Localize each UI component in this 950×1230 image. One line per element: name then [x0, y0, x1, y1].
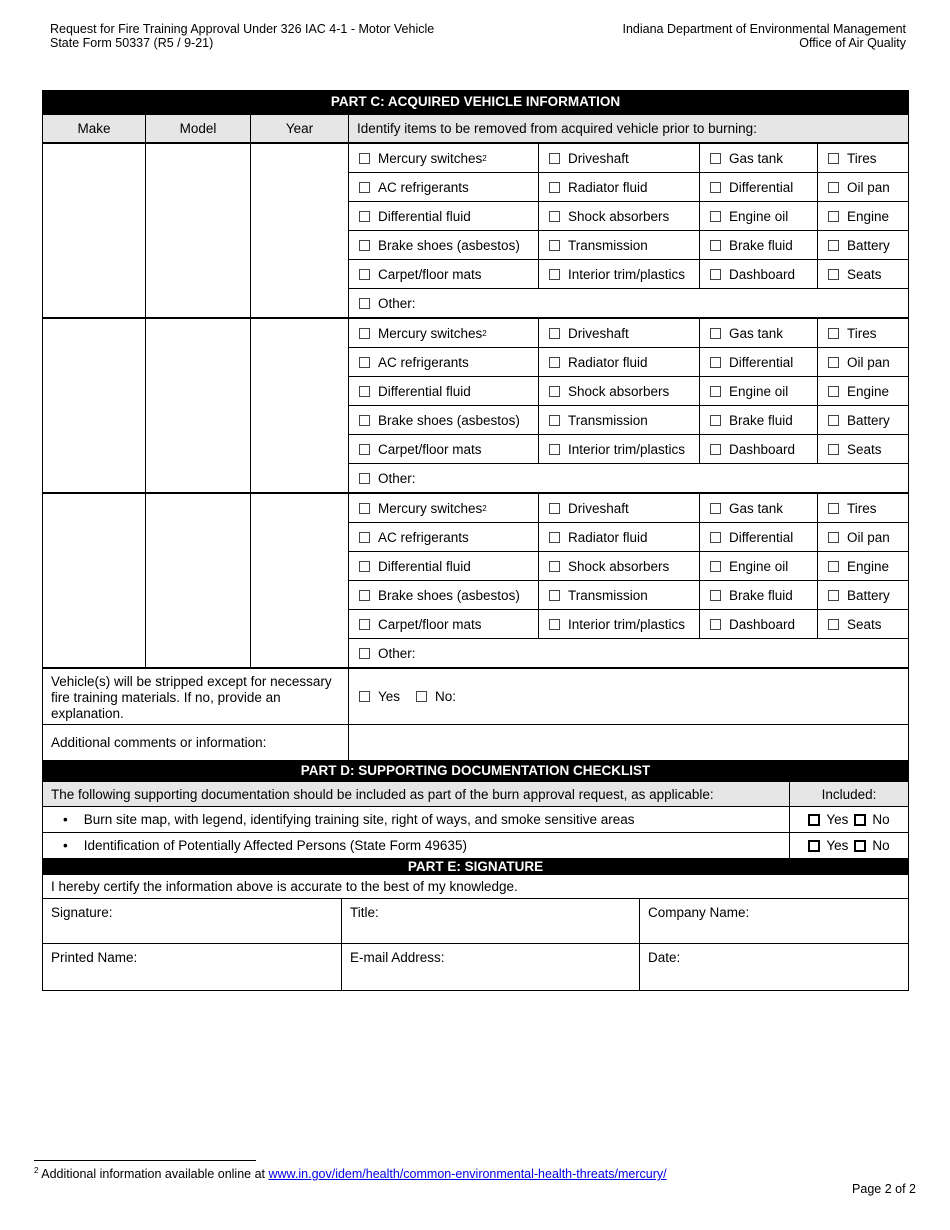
item-option — [699, 319, 817, 347]
item-option — [699, 581, 817, 609]
item-checkbox[interactable] — [710, 532, 721, 543]
footnote-mark: 2 — [34, 1166, 39, 1175]
item-option — [349, 144, 538, 172]
col-make: Make — [43, 115, 146, 142]
other-row — [349, 639, 908, 667]
item-option — [817, 406, 908, 434]
other-row — [349, 464, 908, 492]
part-e-title: PART E: SIGNATURE — [43, 858, 908, 875]
item-label: Dashboard — [729, 266, 796, 282]
item-label: Oil pan — [847, 354, 890, 370]
item-option — [817, 435, 908, 463]
stripped-question: Vehicle(s) will be stripped except for necessary fire training materials. If no, provide an explanation. — [43, 669, 349, 724]
doc-no-label: No — [872, 812, 890, 827]
item-label: Brake fluid — [729, 237, 793, 253]
item-checkbox[interactable] — [549, 182, 560, 193]
item-option — [538, 523, 699, 551]
item-checkbox[interactable] — [549, 211, 560, 222]
doc-yes-label: Yes — [826, 838, 849, 853]
footnote-divider — [34, 1160, 256, 1161]
item-label: Interior trim/plastics — [568, 441, 686, 457]
item-label: Engine — [847, 558, 890, 574]
item-label: Differential — [729, 354, 794, 370]
other-option — [349, 289, 908, 317]
item-label: Engine oil — [729, 558, 789, 574]
item-option — [699, 435, 817, 463]
comments-label: Additional comments or information: — [43, 725, 349, 760]
item-checkbox[interactable] — [549, 561, 560, 572]
col-year: Year — [251, 115, 349, 142]
doc-label: Identification of Potentially Affected Persons (State Form 49635) — [83, 838, 467, 853]
item-checkbox[interactable] — [359, 269, 370, 280]
no-checkbox[interactable] — [416, 691, 427, 702]
item-option — [699, 610, 817, 638]
other-checkbox[interactable] — [359, 648, 370, 659]
item-checkbox[interactable] — [549, 503, 560, 514]
item-checkbox[interactable] — [710, 386, 721, 397]
item-option — [349, 494, 538, 522]
item-label: Mercury switches — [378, 325, 483, 341]
item-option — [817, 173, 908, 201]
other-label: Other: — [378, 470, 416, 486]
items-row — [349, 260, 908, 289]
bullet: • — [63, 838, 68, 853]
item-checkbox[interactable] — [710, 153, 721, 164]
item-label: Brake shoes (asbestos) — [378, 412, 520, 428]
item-option — [349, 348, 538, 376]
item-label: Differential — [729, 179, 794, 195]
item-option — [349, 377, 538, 405]
item-label: Seats — [847, 441, 882, 457]
item-option — [817, 552, 908, 580]
item-option — [538, 377, 699, 405]
item-checkbox[interactable] — [710, 211, 721, 222]
item-option — [699, 406, 817, 434]
item-option — [349, 260, 538, 288]
other-option — [349, 464, 908, 492]
item-label: Carpet/floor mats — [378, 441, 482, 457]
item-checkbox[interactable] — [549, 532, 560, 543]
item-checkbox[interactable] — [710, 269, 721, 280]
item-checkbox[interactable] — [828, 503, 839, 514]
item-option — [817, 319, 908, 347]
other-checkbox[interactable] — [359, 298, 370, 309]
vehicle-group — [43, 319, 908, 494]
email-field[interactable]: E-mail Address: — [341, 944, 639, 990]
item-checkbox[interactable] — [710, 590, 721, 601]
form-title: Request for Fire Training Approval Under 326 IAC 4-1 - Motor Vehicle — [50, 22, 435, 36]
item-checkbox[interactable] — [359, 619, 370, 630]
items-row — [349, 319, 908, 348]
form-table — [42, 90, 909, 991]
items-checklist — [349, 494, 908, 667]
item-checkbox[interactable] — [549, 240, 560, 251]
items-row — [349, 231, 908, 260]
part-d-intro-row — [43, 782, 908, 807]
item-checkbox[interactable] — [710, 444, 721, 455]
item-option — [349, 406, 538, 434]
item-option — [699, 202, 817, 230]
item-label: Transmission — [568, 412, 648, 428]
item-option — [817, 377, 908, 405]
item-option — [538, 348, 699, 376]
item-checkbox[interactable] — [359, 590, 370, 601]
item-label: Brake fluid — [729, 587, 793, 603]
item-checkbox[interactable] — [359, 211, 370, 222]
vehicle-group — [43, 144, 908, 319]
item-option — [817, 231, 908, 259]
item-label: Radiator fluid — [568, 529, 648, 545]
item-label: Tires — [847, 325, 877, 341]
items-row — [349, 406, 908, 435]
item-label: Battery — [847, 412, 890, 428]
item-checkbox[interactable] — [359, 532, 370, 543]
item-label: Battery — [847, 237, 890, 253]
item-label: Radiator fluid — [568, 179, 648, 195]
item-option — [349, 610, 538, 638]
items-row — [349, 581, 908, 610]
item-label: Shock absorbers — [568, 208, 670, 224]
vehicle-group — [43, 494, 908, 669]
item-label: Differential fluid — [378, 558, 471, 574]
item-checkbox[interactable] — [549, 328, 560, 339]
year-field[interactable] — [251, 144, 349, 317]
item-checkbox[interactable] — [710, 619, 721, 630]
item-option — [699, 552, 817, 580]
item-checkbox[interactable] — [549, 590, 560, 601]
item-label: Oil pan — [847, 179, 890, 195]
item-option — [349, 231, 538, 259]
item-label: Gas tank — [729, 150, 784, 166]
item-checkbox[interactable] — [828, 590, 839, 601]
doc-row — [43, 833, 908, 858]
item-checkbox[interactable] — [359, 503, 370, 514]
item-checkbox[interactable] — [710, 328, 721, 339]
header-left — [50, 22, 434, 50]
item-option — [699, 348, 817, 376]
doc-yes-checkbox[interactable] — [808, 840, 820, 852]
item-checkbox[interactable] — [359, 357, 370, 368]
item-option — [538, 581, 699, 609]
doc-no-label: No — [872, 838, 890, 853]
items-checklist — [349, 319, 908, 492]
item-checkbox[interactable] — [710, 561, 721, 572]
part-c-header-row — [43, 114, 908, 144]
item-label: Brake shoes (asbestos) — [378, 237, 520, 253]
other-checkbox[interactable] — [359, 473, 370, 484]
doc-no-checkbox[interactable] — [854, 814, 866, 826]
item-checkbox[interactable] — [549, 357, 560, 368]
item-label: Interior trim/plastics — [568, 616, 686, 632]
item-checkbox[interactable] — [710, 357, 721, 368]
item-checkbox[interactable] — [710, 182, 721, 193]
item-label: Engine — [847, 208, 890, 224]
no-label: No: — [435, 689, 457, 704]
item-checkbox[interactable] — [359, 561, 370, 572]
item-checkbox[interactable] — [710, 240, 721, 251]
item-checkbox[interactable] — [828, 532, 839, 543]
item-option — [817, 523, 908, 551]
items-checklist — [349, 144, 908, 317]
item-checkbox[interactable] — [549, 269, 560, 280]
stripped-row — [43, 669, 908, 725]
item-label: Engine — [847, 383, 890, 399]
company-field[interactable]: Company Name: — [639, 899, 908, 943]
item-option — [349, 523, 538, 551]
items-row — [349, 144, 908, 173]
item-checkbox[interactable] — [710, 415, 721, 426]
item-label: Transmission — [568, 587, 648, 603]
item-option — [538, 260, 699, 288]
items-row — [349, 552, 908, 581]
item-option — [349, 552, 538, 580]
item-checkbox[interactable] — [828, 619, 839, 630]
item-label: Battery — [847, 587, 890, 603]
stripped-answer — [349, 669, 908, 724]
item-label: Transmission — [568, 237, 648, 253]
part-d-title: PART D: SUPPORTING DOCUMENTATION CHECKLIST — [43, 760, 908, 782]
model-field[interactable] — [146, 494, 251, 667]
make-field[interactable] — [43, 144, 146, 317]
item-checkbox[interactable] — [549, 444, 560, 455]
item-checkbox[interactable] — [359, 444, 370, 455]
item-option — [817, 610, 908, 638]
form-number: State Form 50337 (R5 / 9-21) — [50, 36, 214, 50]
col-items: Identify items to be removed from acquired vehicle prior to burning: — [357, 121, 757, 136]
item-checkbox[interactable] — [828, 240, 839, 251]
other-row — [349, 289, 908, 317]
item-option — [699, 260, 817, 288]
item-checkbox[interactable] — [828, 561, 839, 572]
item-label: AC refrigerants — [378, 354, 469, 370]
item-label: Oil pan — [847, 529, 890, 545]
item-option — [538, 435, 699, 463]
item-label: Seats — [847, 266, 882, 282]
item-checkbox[interactable] — [549, 415, 560, 426]
item-label: Carpet/floor mats — [378, 616, 482, 632]
item-option — [538, 173, 699, 201]
item-label: Seats — [847, 616, 882, 632]
item-label: Differential — [729, 529, 794, 545]
item-checkbox[interactable] — [359, 153, 370, 164]
item-label: Differential fluid — [378, 208, 471, 224]
item-checkbox[interactable] — [828, 415, 839, 426]
item-label: Radiator fluid — [568, 354, 648, 370]
item-option — [538, 552, 699, 580]
footnote — [34, 1166, 667, 1181]
item-label: Interior trim/plastics — [568, 266, 686, 282]
part-d-intro: The following supporting documentation should be included as part of the burn approval request, as applicable: — [51, 786, 714, 802]
item-checkbox[interactable] — [710, 503, 721, 514]
make-field[interactable] — [43, 319, 146, 492]
item-checkbox[interactable] — [828, 269, 839, 280]
items-row — [349, 377, 908, 406]
item-label: Driveshaft — [568, 500, 629, 516]
item-checkbox[interactable] — [828, 153, 839, 164]
items-row — [349, 202, 908, 231]
signature-field[interactable]: Signature: — [51, 905, 113, 920]
header-right — [623, 22, 907, 50]
item-option — [349, 581, 538, 609]
item-label: Engine oil — [729, 208, 789, 224]
comments-row — [43, 725, 908, 760]
comments-field[interactable] — [349, 725, 908, 760]
title-field[interactable]: Title: — [341, 899, 639, 943]
items-row — [349, 348, 908, 377]
item-checkbox[interactable] — [359, 386, 370, 397]
item-checkbox[interactable] — [828, 328, 839, 339]
name-row — [43, 943, 908, 990]
items-row — [349, 523, 908, 552]
item-option — [817, 581, 908, 609]
item-checkbox[interactable] — [828, 182, 839, 193]
item-option — [699, 523, 817, 551]
item-footnote-mark: 2 — [482, 328, 487, 338]
item-footnote-mark: 2 — [482, 153, 487, 163]
item-option — [349, 202, 538, 230]
included-label: Included: — [789, 782, 908, 806]
part-c-title: PART C: ACQUIRED VEHICLE INFORMATION — [43, 90, 908, 114]
item-checkbox[interactable] — [828, 357, 839, 368]
other-label: Other: — [378, 295, 416, 311]
item-checkbox[interactable] — [549, 619, 560, 630]
item-label: Shock absorbers — [568, 383, 670, 399]
item-label: AC refrigerants — [378, 179, 469, 195]
item-label: Shock absorbers — [568, 558, 670, 574]
item-option — [817, 202, 908, 230]
item-checkbox[interactable] — [549, 153, 560, 164]
item-checkbox[interactable] — [828, 211, 839, 222]
item-option — [699, 494, 817, 522]
item-option — [538, 144, 699, 172]
item-checkbox[interactable] — [359, 240, 370, 251]
model-field[interactable] — [146, 319, 251, 492]
item-option — [538, 319, 699, 347]
item-option — [349, 319, 538, 347]
make-field[interactable] — [43, 494, 146, 667]
item-option — [817, 348, 908, 376]
item-label: Engine oil — [729, 383, 789, 399]
item-label: Gas tank — [729, 500, 784, 516]
item-option — [538, 406, 699, 434]
item-option — [699, 231, 817, 259]
certify-text: I hereby certify the information above is accurate to the best of my knowledge. — [51, 879, 518, 894]
col-model: Model — [146, 115, 251, 142]
item-label: Tires — [847, 500, 877, 516]
item-option — [699, 377, 817, 405]
item-label: Driveshaft — [568, 325, 629, 341]
doc-label: Burn site map, with legend, identifying training site, right of ways, and smoke sensitive areas — [83, 812, 635, 827]
doc-yes-label: Yes — [826, 812, 849, 827]
item-option — [349, 435, 538, 463]
item-label: Tires — [847, 150, 877, 166]
year-field[interactable] — [251, 319, 349, 492]
item-label: Brake fluid — [729, 412, 793, 428]
item-label: Dashboard — [729, 441, 796, 457]
items-row — [349, 494, 908, 523]
item-checkbox[interactable] — [359, 415, 370, 426]
item-label: Dashboard — [729, 616, 796, 632]
footnote-text: Additional information available online at — [41, 1167, 266, 1182]
item-label: AC refrigerants — [378, 529, 469, 545]
other-option — [349, 639, 908, 667]
yes-label: Yes — [378, 689, 401, 704]
item-option — [538, 494, 699, 522]
agency-name: Indiana Department of Environmental Management — [622, 22, 906, 36]
item-option — [538, 202, 699, 230]
item-label: Driveshaft — [568, 150, 629, 166]
other-label: Other: — [378, 645, 416, 661]
item-checkbox[interactable] — [359, 182, 370, 193]
item-checkbox[interactable] — [828, 444, 839, 455]
item-option — [699, 144, 817, 172]
item-label: Differential fluid — [378, 383, 471, 399]
office-name: Office of Air Quality — [799, 36, 906, 50]
items-row — [349, 610, 908, 639]
mercury-link[interactable]: www.in.gov/idem/health/common-environmental-health-threats/mercury/ — [268, 1167, 667, 1182]
item-option — [349, 173, 538, 201]
page-number: Page 2 of 2 — [852, 1182, 916, 1196]
items-row — [349, 435, 908, 464]
doc-yes-checkbox[interactable] — [808, 814, 820, 826]
date-field[interactable]: Date: — [639, 944, 908, 990]
item-checkbox[interactable] — [359, 328, 370, 339]
doc-row — [43, 807, 908, 833]
items-row — [349, 173, 908, 202]
item-checkbox[interactable] — [828, 386, 839, 397]
year-field[interactable] — [251, 494, 349, 667]
item-label: Mercury switches — [378, 500, 483, 516]
signature-row — [43, 898, 908, 943]
item-checkbox[interactable] — [549, 386, 560, 397]
model-field[interactable] — [146, 144, 251, 317]
item-option — [817, 494, 908, 522]
item-label: Brake shoes (asbestos) — [378, 587, 520, 603]
bullet: • — [63, 812, 68, 827]
item-option — [817, 260, 908, 288]
item-label: Gas tank — [729, 325, 784, 341]
item-option — [538, 610, 699, 638]
vehicle-groups — [43, 144, 908, 669]
doc-no-checkbox[interactable] — [854, 840, 866, 852]
yes-checkbox[interactable] — [359, 691, 370, 702]
item-label: Mercury switches — [378, 150, 483, 166]
item-option — [538, 231, 699, 259]
item-option — [817, 144, 908, 172]
item-footnote-mark: 2 — [482, 503, 487, 513]
item-label: Carpet/floor mats — [378, 266, 482, 282]
item-option — [699, 173, 817, 201]
printed-name-field[interactable]: Printed Name: — [51, 950, 138, 965]
